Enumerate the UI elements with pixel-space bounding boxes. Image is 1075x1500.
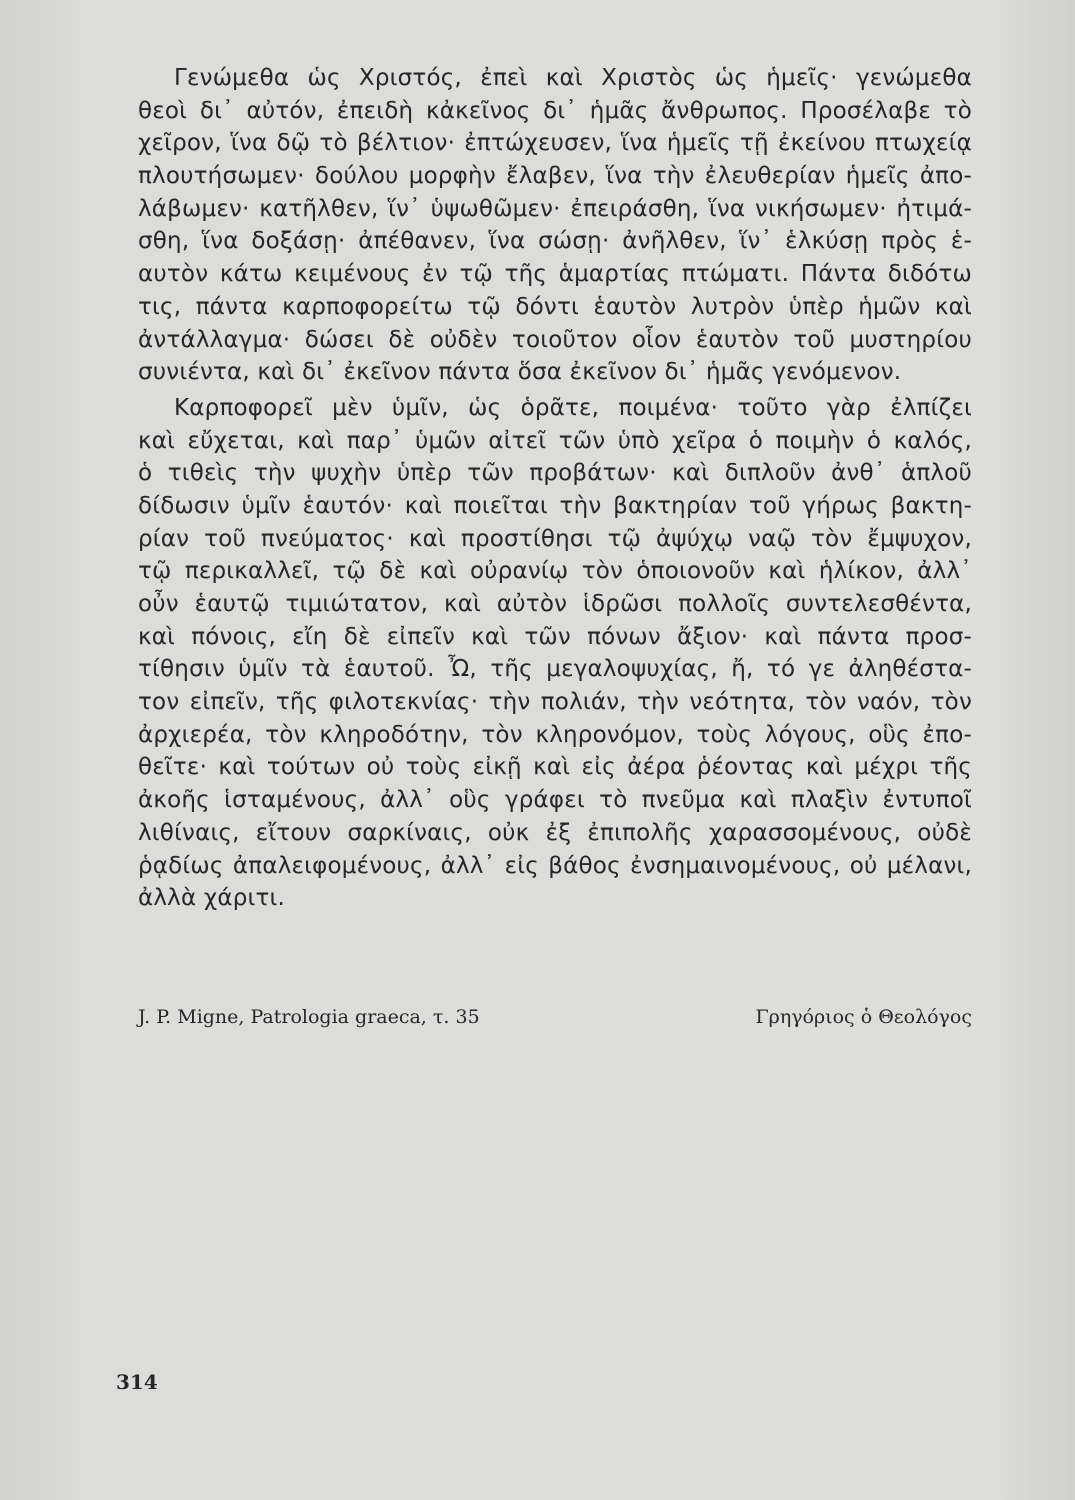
source-citation: J. P. Migne, Patrologia graeca, τ. 35 <box>138 1006 480 1028</box>
text-line: καὶ εὔχεται, καὶ παρ᾽ ὑμῶν αἰτεῖ τῶν ὑπὸ χεῖρα ὁ ποιμὴν ὁ καλός, <box>138 427 972 454</box>
text-line: τίθησιν ὑμῖν τὰ ἑαυτοῦ. Ὦ, τῆς μεγαλοψυχίας, ἤ, τό γε ἀληθέστα- <box>138 656 972 683</box>
body-text <box>138 62 972 915</box>
text-line: τις, πάντα καρποφορείτω τῷ δόντι ἑαυτὸν λυτρὸν ὑπὲρ ἡμῶν καὶ <box>138 293 972 320</box>
citation-footer <box>138 1006 972 1036</box>
text-line: αυτὸν κάτω κειμένους ἐν τῷ τῆς ἁμαρτίας πτώματι. Πάντα διδότω <box>138 261 972 288</box>
text-line: τον εἰπεῖν, τῆς φιλοτεκνίας· τὴν πολιάν, τὴν νεότητα, τὸν ναόν, τὸν <box>138 689 972 716</box>
text-line: δίδωσιν ὑμῖν ἑαυτόν· καὶ ποιεῖται τὴν βακτηρίαν τοῦ γήρως βακτη- <box>138 492 972 519</box>
text-line: λιθίναις, εἴτουν σαρκίναις, οὐκ ἐξ ἐπιπολῆς χαρασσομένους, οὐδὲ <box>138 819 972 846</box>
text-line: λάβωμεν· κατῆλθεν, ἵν᾽ ὑψωθῶμεν· ἐπειράσθη, ἵνα νικήσωμεν· ἠτιμά- <box>138 195 972 222</box>
text-line: τῷ περικαλλεῖ, τῷ δὲ καὶ οὐρανίῳ τὸν ὁποιονοῦν καὶ ἡλίκον, ἀλλ᾽ <box>138 558 972 585</box>
text-line: Καρποφορεῖ μὲν ὑμῖν, ὡς ὁρᾶτε, ποιμένα· τοῦτο γὰρ ἐλπίζει <box>174 394 972 421</box>
text-line: ἀρχιερέα, τὸν κληροδότην, τὸν κληρονόμον, τοὺς λόγους, οὓς ἐπο- <box>138 721 972 748</box>
paragraph-1 <box>138 62 972 389</box>
text-line: ῥᾳδίως ἀπαλειφομένους, ἀλλ᾽ εἰς βάθος ἐνσημαινομένους, οὐ μέλανι, <box>138 852 972 879</box>
paragraph-2 <box>138 392 972 915</box>
text-line: θεοὶ δι᾽ αὐτόν, ἐπειδὴ κἀκεῖνος δι᾽ ἡμᾶς ἄνθρωπος. Προσέλαβε τὸ <box>138 97 972 124</box>
text-line: Γενώμεθα ὡς Χριστός, ἐπεὶ καὶ Χριστὸς ὡς ἡμεῖς· γενώμεθα <box>174 65 972 91</box>
text-line: συνιέντα, καὶ δι᾽ ἐκεῖνον πάντα ὅσα ἐκεῖνον δι᾽ ἡμᾶς γενόμενον. <box>138 359 902 386</box>
text-line: ἀντάλλαγμα· δώσει δὲ οὐδὲν τοιοῦτον οἷον ἑαυτὸν τοῦ μυστηρίου <box>138 326 972 353</box>
text-line: χεῖρον, ἵνα δῷ τὸ βέλτιον· ἐπτώχευσεν, ἵνα ἡμεῖς τῇ ἐκείνου πτωχείᾳ <box>138 130 972 157</box>
page-number: 314 <box>116 1370 158 1394</box>
text-line: πλουτήσωμεν· δούλου μορφὴν ἔλαβεν, ἵνα τὴν ἐλευθερίαν ἡμεῖς ἀπο- <box>138 163 972 190</box>
text-line: οὖν ἑαυτῷ τιμιώτατον, καὶ αὐτὸν ἱδρῶσι πολλοῖς συντελεσθέντα, <box>138 591 972 617</box>
text-line: καὶ πόνοις, εἴη δὲ εἰπεῖν καὶ τῶν πόνων ἄξιον· καὶ πάντα προσ- <box>138 623 972 650</box>
text-line: ρίαν τοῦ πνεύματος· καὶ προστίθησι τῷ ἀψύχῳ ναῷ τὸν ἔμψυχον, <box>138 525 972 552</box>
text-line: θεῖτε· καὶ τούτων οὐ τοὺς εἰκῇ καὶ εἰς ἀέρα ῥέοντας καὶ μέχρι τῆς <box>138 754 972 781</box>
text-line: ἀλλὰ χάριτι. <box>138 885 286 912</box>
text-line: σθη, ἵνα δοξάσῃ· ἀπέθανεν, ἵνα σώσῃ· ἀνῆλθεν, ἵν᾽ ἑλκύσῃ πρὸς ἑ- <box>138 228 972 255</box>
text-line: ἀκοῆς ἱσταμένους, ἀλλ᾽ οὓς γράφει τὸ πνεῦμα καὶ πλαξὶν ἐντυποῖ <box>138 787 972 814</box>
author-name: Γρηγόριος ὁ Θεολόγος <box>755 1006 972 1028</box>
text-line: ὁ τιθεὶς τὴν ψυχὴν ὑπὲρ τῶν προβάτων· καὶ διπλοῦν ἀνθ᾽ ἁπλοῦ <box>138 460 972 487</box>
